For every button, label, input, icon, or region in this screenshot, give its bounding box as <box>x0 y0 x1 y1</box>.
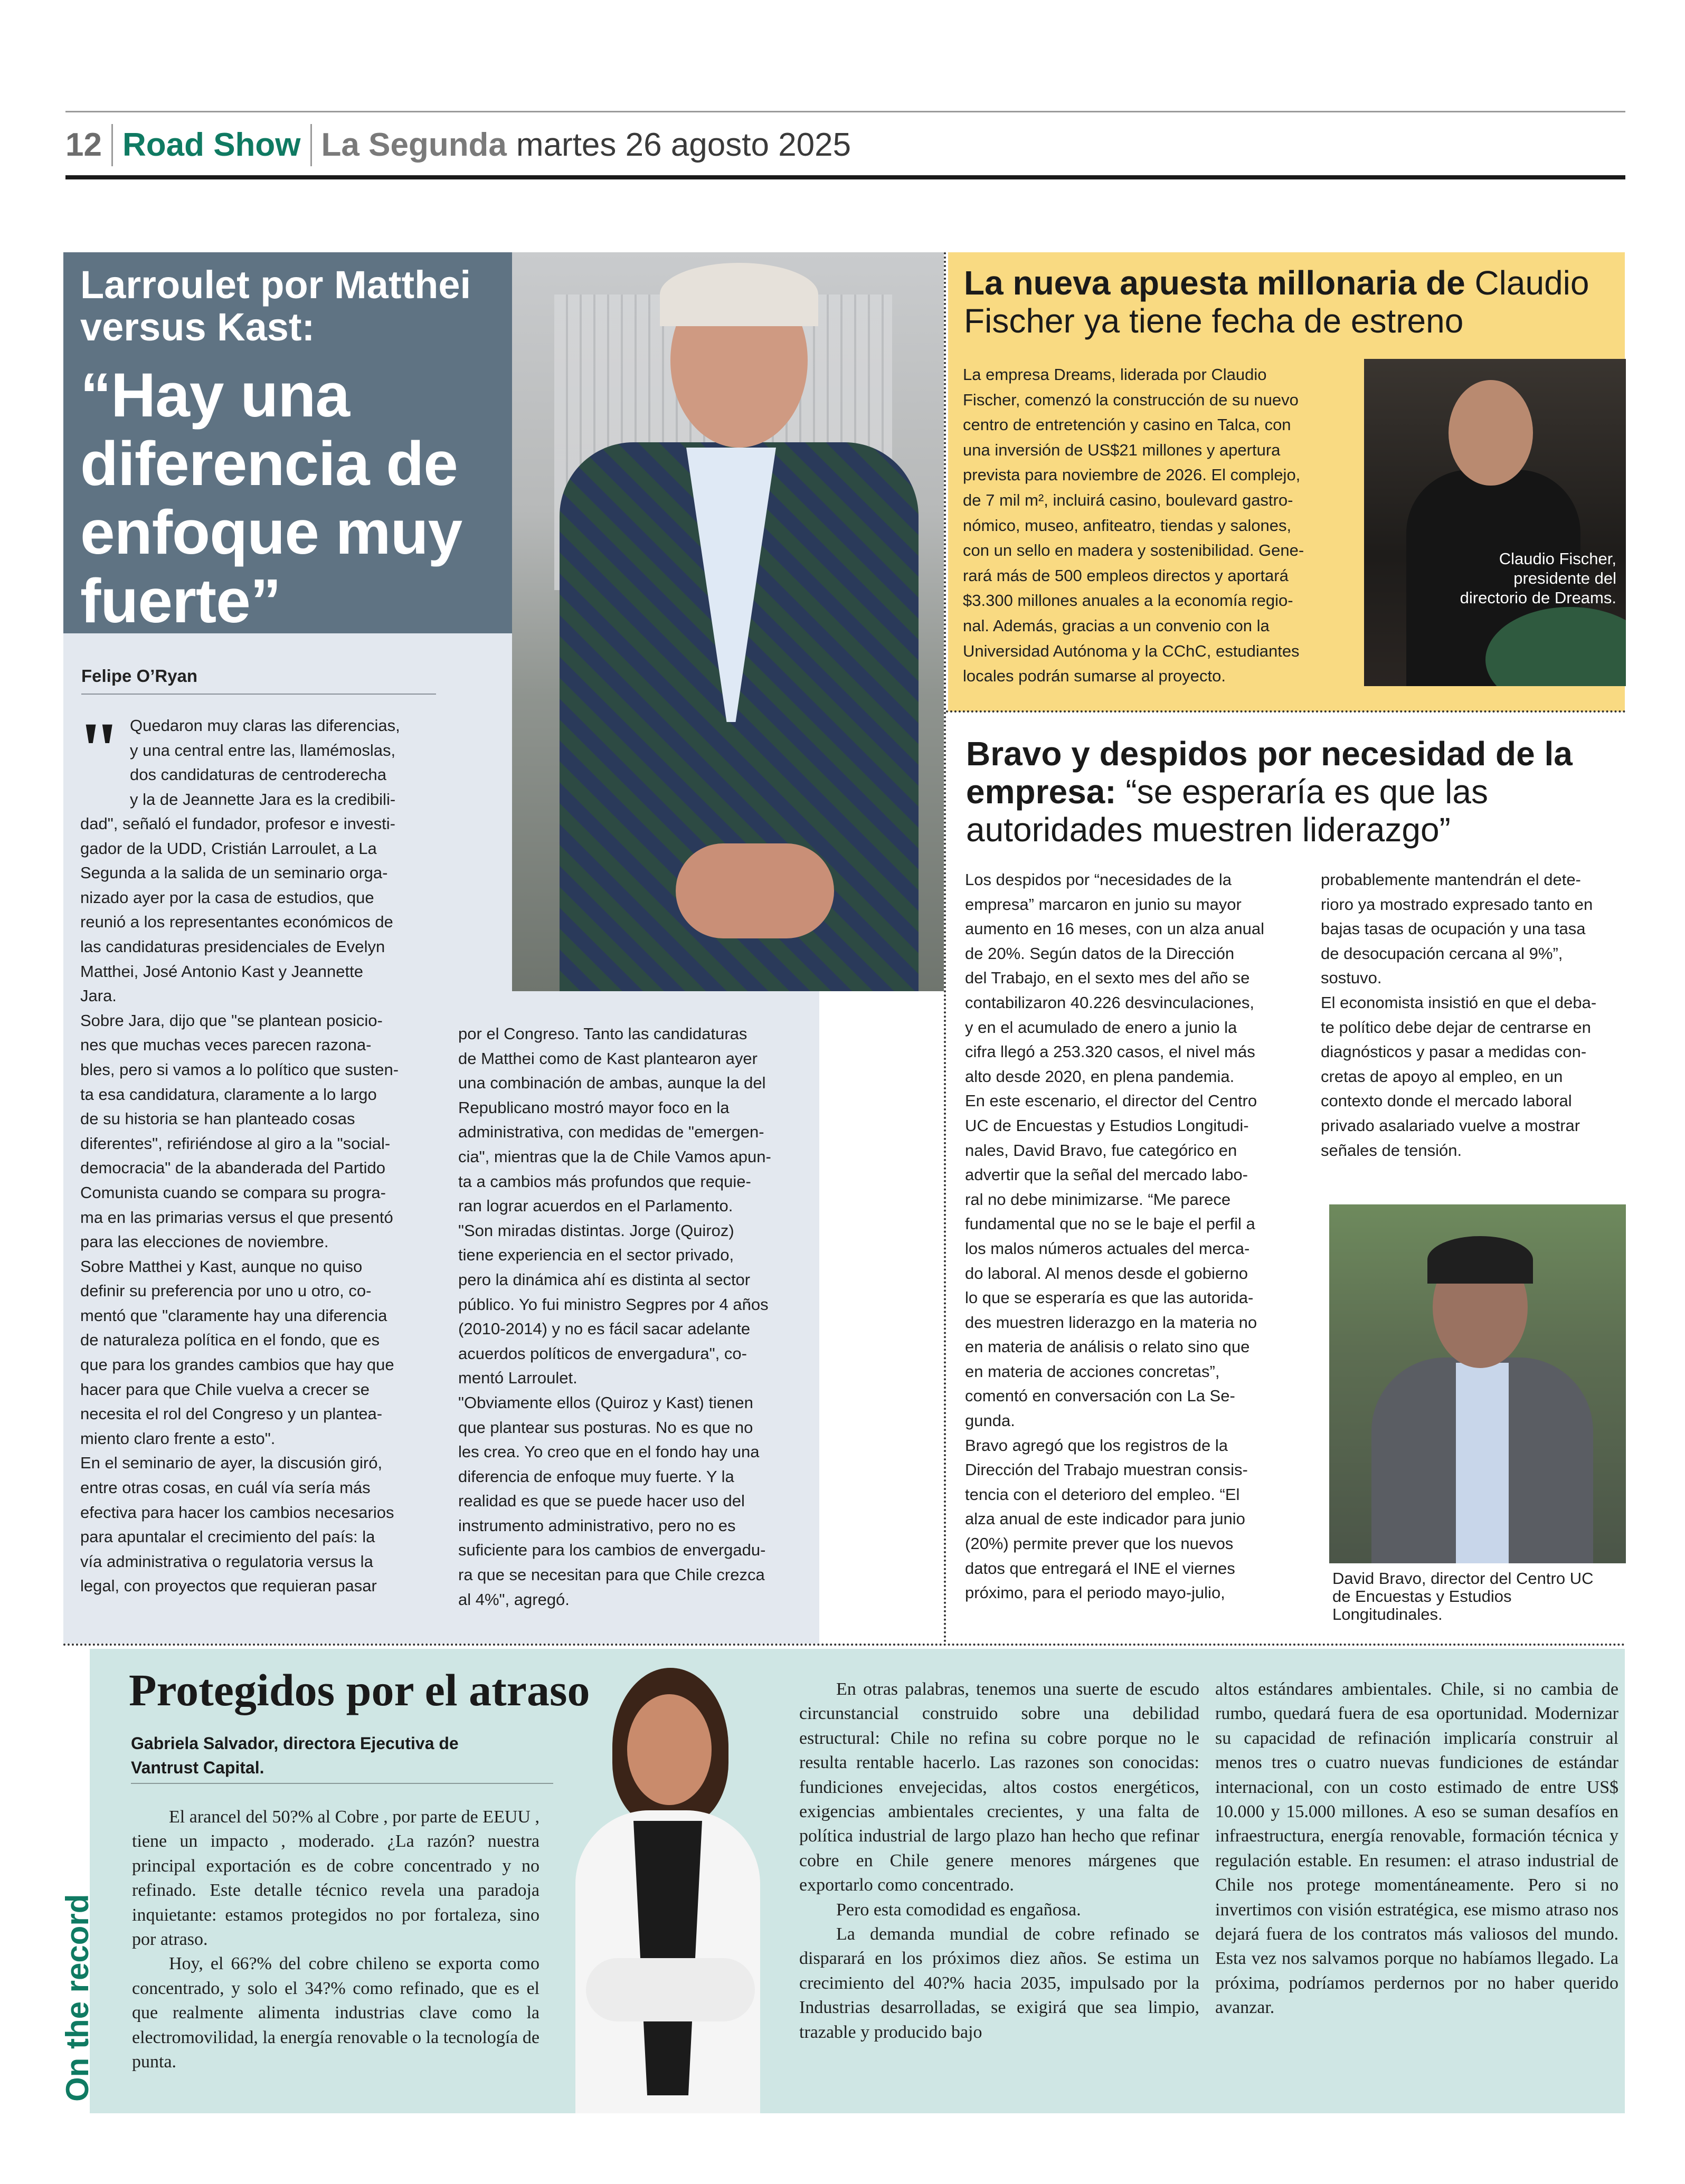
text-line: vía administrativa o regulatoria versus la <box>80 1552 373 1571</box>
issue-date: martes 26 agosto 2025 <box>516 127 851 163</box>
text-line: y una central entre las, llamémoslas, <box>130 740 396 759</box>
text-line: Universidad Autónoma y la CChC, estudiantes <box>963 641 1300 660</box>
opinion-column-1 <box>132 1805 539 2074</box>
text-line: centro de entretención y casino en Talca, con <box>963 415 1291 434</box>
text-line: tencia con el deterioro del empleo. “El <box>965 1485 1240 1504</box>
text-line: entre otras cosas, en cuál vía sería más <box>80 1478 371 1497</box>
text-line: En el seminario de ayer, la discusión giró, <box>80 1454 383 1473</box>
text-line: locales podrán sumarse al proyecto. <box>963 667 1226 686</box>
text-line: público. Yo fui ministro Segpres por 4 años <box>458 1295 769 1314</box>
text-line: privado asalariado vuelve a mostrar <box>1321 1116 1580 1135</box>
text-line: de 7 mil m², incluirá casino, boulevard gastro- <box>963 490 1293 509</box>
text-line: Jara. <box>80 986 117 1005</box>
author-line: Gabriela Salvador, directora Ejecutiva de <box>131 1734 459 1753</box>
text-line: "Obviamente ellos (Quiroz y Kast) tienen <box>458 1393 753 1412</box>
photo-hair <box>1427 1236 1533 1284</box>
text-line: del Trabajo, en el sexto mes del año se <box>965 968 1250 987</box>
text-line: rará más de 500 empleos directos y aportará <box>963 566 1289 585</box>
text-line: mentó que "claramente hay una diferencia <box>80 1306 387 1325</box>
text-line: ral no debe minimizarse. “Me parece <box>965 1190 1231 1209</box>
text-line: datos que entregará el INE el viernes <box>965 1559 1235 1578</box>
text-line: En este escenario, el director del Centro <box>965 1091 1257 1110</box>
text-line: para las elecciones de noviembre. <box>80 1232 329 1251</box>
text-line: ta a cambios más profundos que requie- <box>458 1172 751 1191</box>
text-line: efectiva para hacer los cambios necesarios <box>80 1503 394 1522</box>
text-line: dad", señaló el fundador, profesor e investi- <box>80 814 395 833</box>
text-line: diferentes", refiriéndose al giro a la "social- <box>80 1134 391 1153</box>
text-line: instrumento administrativo, pero no es <box>458 1516 736 1535</box>
fischer-box-title <box>964 264 1618 340</box>
horizontal-dotted-divider <box>63 1644 1626 1646</box>
text-line: UC de Encuestas y Estudios Longitudi- <box>965 1116 1249 1135</box>
opinion-paragraph: Pero esta comodidad es engañosa. <box>836 1900 1081 1920</box>
text-line: probablemente mantendrán el dete- <box>1321 870 1581 889</box>
text-line: Fischer, comenzó la construcción de su nuevo <box>963 390 1299 409</box>
text-line: los malos números actuales del merca- <box>965 1239 1250 1258</box>
text-line: nes que muchas veces parecen razona- <box>80 1036 372 1055</box>
photo-shirt <box>1456 1363 1509 1563</box>
photo-hands <box>676 843 834 938</box>
left-article-column-2 <box>458 1022 801 1612</box>
bravo-photo <box>1329 1204 1626 1563</box>
page-header <box>65 116 851 174</box>
horizontal-dotted-divider <box>946 710 1626 713</box>
text-line: sostuvo. <box>1321 968 1382 987</box>
text-line: dos candidaturas de centroderecha <box>130 765 386 784</box>
photo-face <box>627 1694 712 1805</box>
fischer-title-bold: La nueva apuesta millonaria de <box>964 264 1465 302</box>
text-line: señales de tensión. <box>1321 1141 1462 1160</box>
headline-line: “Hay una <box>80 360 350 430</box>
text-line: ta esa candidatura, claramente a lo largo <box>80 1085 377 1104</box>
text-line: en materia de acciones concretas”, <box>965 1362 1220 1381</box>
salvador-photo <box>554 1663 776 2113</box>
caption-line: presidente del <box>1513 569 1616 587</box>
newspaper-name: La Segunda <box>321 127 507 163</box>
text-line: legal, con proyectos que requieran pasar <box>80 1577 377 1596</box>
text-line: des muestren liderazgo en la materia no <box>965 1313 1257 1332</box>
opinion-paragraph: La demanda mundial de cobre refinado se disparará en los próximos diez años. Se estima un crecimiento del 40?% hacia 2035, impulsado por la Industrias desarrolladas, se exigirá que sea limpio, trazable y producido bajo <box>799 1924 1199 2042</box>
text-line: Quedaron muy claras las diferencias, <box>130 716 400 735</box>
text-line: de naturaleza política en el fondo, que es <box>80 1331 380 1350</box>
text-line: definir su preferencia por uno u otro, co- <box>80 1281 372 1300</box>
article-kicker-line: versus Kast: <box>80 305 315 349</box>
photo-hair <box>660 263 818 326</box>
section-name: Road Show <box>113 124 312 166</box>
text-line: gador de la UDD, Cristián Larroulet, a La <box>80 839 377 858</box>
bravo-article-column-2 <box>1321 868 1627 1163</box>
text-line: suficiente para los cambios de envergadu- <box>458 1541 766 1560</box>
text-line: Sobre Jara, dijo que "se plantean posicio- <box>80 1011 383 1030</box>
article-byline: Felipe O’Ryan <box>81 666 436 695</box>
text-line: aumento en 16 meses, con un alza anual <box>965 919 1264 938</box>
text-line: te político debe dejar de centrarse en <box>1321 1018 1591 1037</box>
text-line: Comunista cuando se compara su progra- <box>80 1183 386 1202</box>
text-line: comentó en conversación con La Se- <box>965 1387 1235 1406</box>
text-line: al 4%", agregó. <box>458 1590 570 1609</box>
author-line: Vantrust Capital. <box>131 1758 264 1777</box>
text-line: ra que se necesitan para que Chile crezca <box>458 1565 765 1584</box>
text-line: contexto donde el mercado laboral <box>1321 1091 1572 1110</box>
text-line: que plantear sus posturas. No es que no <box>458 1418 753 1437</box>
article-kicker-line: Larroulet por Matthei <box>80 263 471 307</box>
text-line: fundamental que no se le baje el perfil a <box>965 1214 1255 1233</box>
opinion-paragraph: Hoy, el 66?% del cobre chileno se exporta como concentrado, y solo el 34?% como refinado, que es el que realmente alimenta industrias clave como la electromovilidad, la energía renovable o la tecnología de punta. <box>132 1954 539 2072</box>
text-line: de 20%. Según datos de la Dirección <box>965 944 1235 963</box>
text-line: alto desde 2020, en plena pandemia. <box>965 1067 1235 1086</box>
text-line: lo que se esperaría es que las autorida- <box>965 1288 1254 1307</box>
fischer-title-regular: Claudio Fischer ya tiene fecha de estreno <box>964 264 1589 340</box>
caption-line: Claudio Fischer, <box>1499 549 1616 568</box>
text-line: nizado ayer por la casa de estudios, que <box>80 888 374 907</box>
text-line: El economista insistió en que el deba- <box>1321 993 1597 1012</box>
fischer-photo-caption <box>1364 549 1616 607</box>
left-article-column-1 <box>80 812 439 1599</box>
caption-line: de Encuestas y Estudios <box>1332 1587 1512 1606</box>
opinion-paragraph: El arancel del 50?% al Cobre , por parte de EEUU , tiene un impacto , moderado. ¿La razón? nuestra principal exportación es de cobre concentrado y no refinado. Este detalle técnico revela una paradoja inquietante: estamos protegidos no por fortaleza, sino por atraso. <box>132 1807 539 1950</box>
bravo-article-title <box>966 735 1621 849</box>
text-line: de desocupación cercana al 9%”, <box>1321 944 1563 963</box>
text-line: advertir que la señal del mercado labo- <box>965 1165 1248 1184</box>
left-article-title-box <box>63 252 512 636</box>
bravo-article-column-1 <box>965 868 1303 1606</box>
on-the-record-label: On the record <box>60 1894 95 2102</box>
text-line: Republicano mostró mayor foco en la <box>458 1098 730 1117</box>
text-line: cifra llegó a 253.320 casos, el nivel más <box>965 1042 1255 1061</box>
left-article-intro <box>130 714 436 812</box>
opinion-paragraph: altos estándares ambientales. Chile, si no cambia de rumbo, quedará fuera de esa oportunidad. Modernizar su capacidad de refinación implicaría construir al menos tres o cuatro nuevas fundiciones de estándar internacional, con un costo estimado de entre US$ 10.000 y 15.000 millones. A eso se suman desafíos en infraestructura, energía renovable, formación técnica y regulación estable. En resumen: el atraso industrial de Chile nos protege momentáneamente. Pero si no invertimos con visión estratégica, ese mismo atraso nos dejará fuera de los contratos más valiosos del mundo. Esta vez nos salvamos porque no habíamos llegado. La próxima, podríamos perdernos por no haber querido avanzar. <box>1215 1679 1618 2018</box>
headline-line: enfoque muy <box>80 498 462 567</box>
article-headline <box>80 361 496 635</box>
text-line: las candidaturas presidenciales de Evelyn <box>80 937 385 956</box>
opinion-author <box>131 1731 553 1780</box>
bravo-photo-caption <box>1332 1570 1626 1623</box>
text-line: Bravo agregó que los registros de la <box>965 1436 1228 1455</box>
text-line: Los despidos por “necesidades de la <box>965 870 1232 889</box>
photo-face <box>1449 380 1533 486</box>
bravo-title-bold: Bravo y despidos por necesidad de la empresa: <box>966 735 1573 811</box>
opinion-author-rule <box>131 1783 553 1784</box>
fischer-box-body <box>963 362 1339 689</box>
text-line: necesita el rol del Congreso y un plantea- <box>80 1404 383 1423</box>
text-line: próximo, para el periodo mayo-julio, <box>965 1583 1225 1602</box>
text-line: nales, David Bravo, fue categórico en <box>965 1141 1237 1160</box>
opinion-column-3 <box>1215 1677 1618 2020</box>
text-line: Matthei, José Antonio Kast y Jeannette <box>80 962 363 981</box>
text-line: La empresa Dreams, liderada por Claudio <box>963 365 1267 384</box>
caption-line: directorio de Dreams. <box>1460 588 1616 607</box>
text-line: y la de Jeannette Jara es la credibili- <box>130 790 396 809</box>
header-top-rule <box>65 111 1625 112</box>
text-line: para apuntalar el crecimiento del país: la <box>80 1527 375 1546</box>
text-line: cretas de apoyo al empleo, en un <box>1321 1067 1563 1086</box>
bravo-title-regular: “se esperaría es que las autoridades muestren liderazgo” <box>966 773 1488 849</box>
text-line: rioro ya mostrado expresado tanto en <box>1321 895 1593 914</box>
text-line: ma en las primarias versus el que presentó <box>80 1208 393 1227</box>
caption-line: Longitudinales. <box>1332 1605 1443 1623</box>
text-line: y en el acumulado de enero a junio la <box>965 1018 1237 1037</box>
text-line: democracia" de la abanderada del Partido <box>80 1159 385 1178</box>
caption-line: David Bravo, director del Centro UC <box>1332 1569 1594 1588</box>
text-line: ran lograr acuerdos en el Parlamento. <box>458 1197 733 1216</box>
text-line: mentó Larroulet. <box>458 1369 578 1388</box>
text-line: bajas tasas de ocupación y una tasa <box>1321 919 1586 938</box>
text-line: de su historia se han planteado cosas <box>80 1109 355 1128</box>
text-line: les crea. Yo creo que en el fondo hay una <box>458 1442 760 1461</box>
text-line: en materia de análisis o relato sino que <box>965 1337 1250 1356</box>
text-line: una combinación de ambas, aunque la del <box>458 1074 766 1093</box>
vertical-dotted-divider <box>944 252 946 1644</box>
text-line: administrativa, con medidas de "emergen- <box>458 1123 764 1142</box>
text-line: prevista para noviembre de 2026. El complejo, <box>963 466 1301 485</box>
text-line: diferencia de enfoque muy fuerte. Y la <box>458 1467 734 1486</box>
text-line: nal. Además, gracias a un convenio con la <box>963 616 1270 635</box>
text-line: "Son miradas distintas. Jorge (Quiroz) <box>458 1221 734 1240</box>
opinion-column-2 <box>799 1677 1199 2045</box>
fischer-photo <box>1364 359 1626 686</box>
text-line: miento claro frente a esto". <box>80 1429 276 1448</box>
text-line: Sobre Matthei y Kast, aunque no quiso <box>80 1257 363 1276</box>
larroulet-photo <box>512 252 944 991</box>
text-line: reunió a los representantes económicos de <box>80 913 393 932</box>
headline-line: diferencia de <box>80 429 458 499</box>
text-line: contabilizaron 40.226 desvinculaciones, <box>965 993 1255 1012</box>
text-line: diagnósticos y pasar a medidas con- <box>1321 1042 1587 1061</box>
opinion-paragraph: En otras palabras, tenemos una suerte de escudo circunstancial construido sobre una debilidad estructural: Chile no refina su cobre porque no le resulta rentable hacerlo. Las razones son conocidas: fundiciones envejecidas, altos costos energéticos, exigencias ambientales crecientes, y una falta de política industrial de largo plazo han hecho que refinar cobre en Chile genere menores márgenes que exportarlo como concentrado. <box>799 1679 1199 1895</box>
opinion-title: Protegidos por el atraso <box>129 1665 590 1715</box>
text-line: $3.300 millones anuales a la economía regio- <box>963 591 1293 610</box>
text-line: Segunda a la salida de un seminario orga- <box>80 863 388 882</box>
text-line: gunda. <box>965 1411 1015 1430</box>
photo-crossed-arms <box>586 1958 755 2021</box>
text-line: realidad es que se puede hacer uso del <box>458 1492 745 1511</box>
text-line: con un sello en madera y sostenibilidad. Gene- <box>963 541 1304 560</box>
text-line: (2010-2014) y no es fácil sacar adelante <box>458 1319 751 1338</box>
text-line: que para los grandes cambios que hay que <box>80 1355 394 1374</box>
text-line: pero la dinámica ahí es distinta al sector <box>458 1270 751 1289</box>
text-line: nómico, museo, anfiteatro, tiendas y salones, <box>963 516 1292 535</box>
text-line: Dirección del Trabajo muestran consis- <box>965 1460 1248 1479</box>
text-line: bles, pero si vamos a lo político que susten- <box>80 1060 399 1079</box>
text-line: (20%) permite prever que los nuevos <box>965 1534 1234 1553</box>
drop-quote-mark: " <box>77 706 121 794</box>
text-line: alza anual de este indicador para junio <box>965 1509 1245 1528</box>
text-line: de Matthei como de Kast plantearon ayer <box>458 1049 758 1068</box>
text-line: acuerdos políticos de envergadura", co- <box>458 1344 747 1363</box>
text-line: cia", mientras que la de Chile Vamos apun- <box>458 1147 771 1166</box>
text-line: por el Congreso. Tanto las candidaturas <box>458 1024 747 1043</box>
text-line: una inversión de US$21 millones y apertura <box>963 440 1281 459</box>
text-line: do laboral. Al menos desde el gobierno <box>965 1264 1248 1283</box>
text-line: hacer para que Chile vuelva a crecer se <box>80 1380 370 1399</box>
text-line: empresa” marcaron en junio su mayor <box>965 895 1242 914</box>
text-line: tiene experiencia en el sector privado, <box>458 1246 734 1265</box>
header-bottom-rule <box>65 175 1625 179</box>
headline-line: fuerte” <box>80 566 281 636</box>
page-number: 12 <box>65 124 113 166</box>
